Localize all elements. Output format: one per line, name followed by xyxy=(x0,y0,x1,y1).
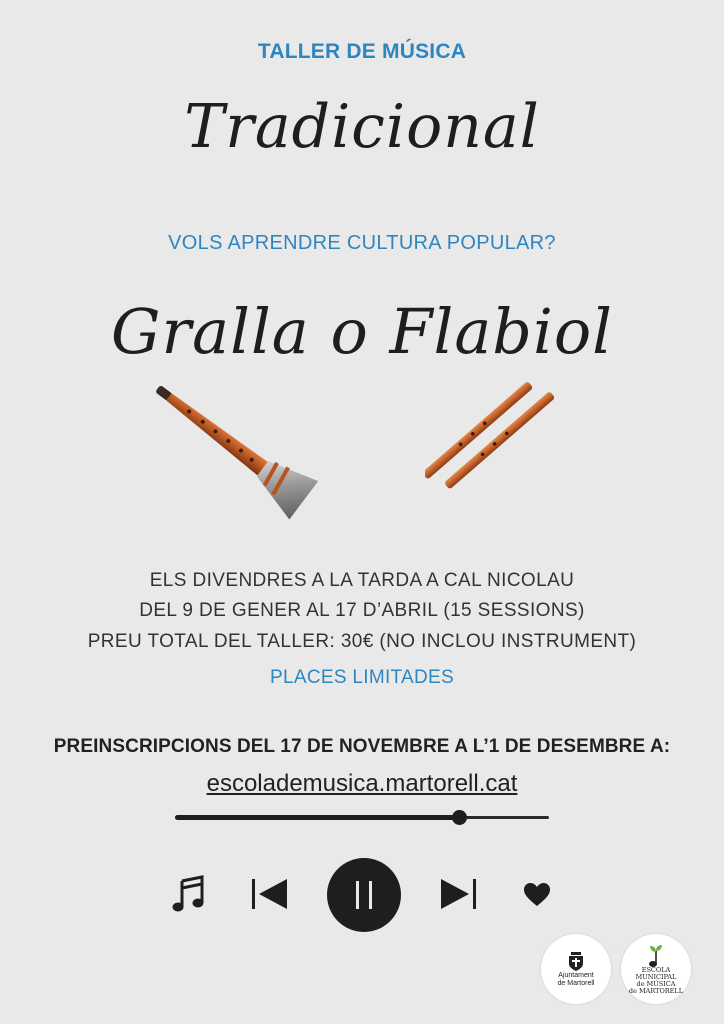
ajuntament-logo xyxy=(541,934,611,1004)
progress-knob[interactable] xyxy=(452,810,467,825)
gralla-image xyxy=(150,380,340,525)
sprout-note-icon xyxy=(646,943,666,967)
flabiol-image xyxy=(425,380,555,505)
workshop-kicker: TALLER DE MÚSICA xyxy=(257,40,467,63)
next-icon[interactable] xyxy=(438,876,480,912)
previous-icon[interactable] xyxy=(248,876,290,912)
escola-line1: ESCOLA MUNICIPAL xyxy=(635,966,677,981)
ajuntament-line2: de Martorell xyxy=(557,980,595,987)
escola-line2: de MÚSICA xyxy=(636,980,676,988)
registration-text: PREINSCRIPCIONS DEL 17 DE NOVEMBRE A L’1 DE DESEMBRE A: xyxy=(53,736,671,757)
dates-line: DEL 9 DE GENER AL 17 D’ABRIL (15 SESSIONS) xyxy=(139,600,585,621)
registration-link[interactable]: escolademusica.martorell.cat xyxy=(206,770,518,797)
page-title: Tradicional xyxy=(184,92,540,162)
heart-icon[interactable] xyxy=(520,880,554,910)
pause-icon xyxy=(349,878,379,912)
music-note-icon[interactable] xyxy=(170,874,208,914)
price-line: PREU TOTAL DEL TALLER: 30€ (NO INCLOU INSTRUMENT) xyxy=(87,631,637,652)
escola-line3: de MARTORELL xyxy=(628,987,684,995)
coat-of-arms-icon xyxy=(565,950,587,972)
ajuntament-line1: Ajuntament xyxy=(558,972,594,979)
instrument-title: Gralla o Flabiol xyxy=(111,295,613,368)
limited-places-text: PLACES LIMITADES xyxy=(270,667,454,688)
question-text: VOLS APRENDRE CULTURA POPULAR? xyxy=(168,232,556,254)
pause-button[interactable] xyxy=(327,858,401,932)
schedule-line: ELS DIVENDRES A LA TARDA A CAL NICOLAU xyxy=(149,570,575,591)
escola-musica-logo xyxy=(621,934,691,1004)
progress-fill xyxy=(175,815,459,820)
